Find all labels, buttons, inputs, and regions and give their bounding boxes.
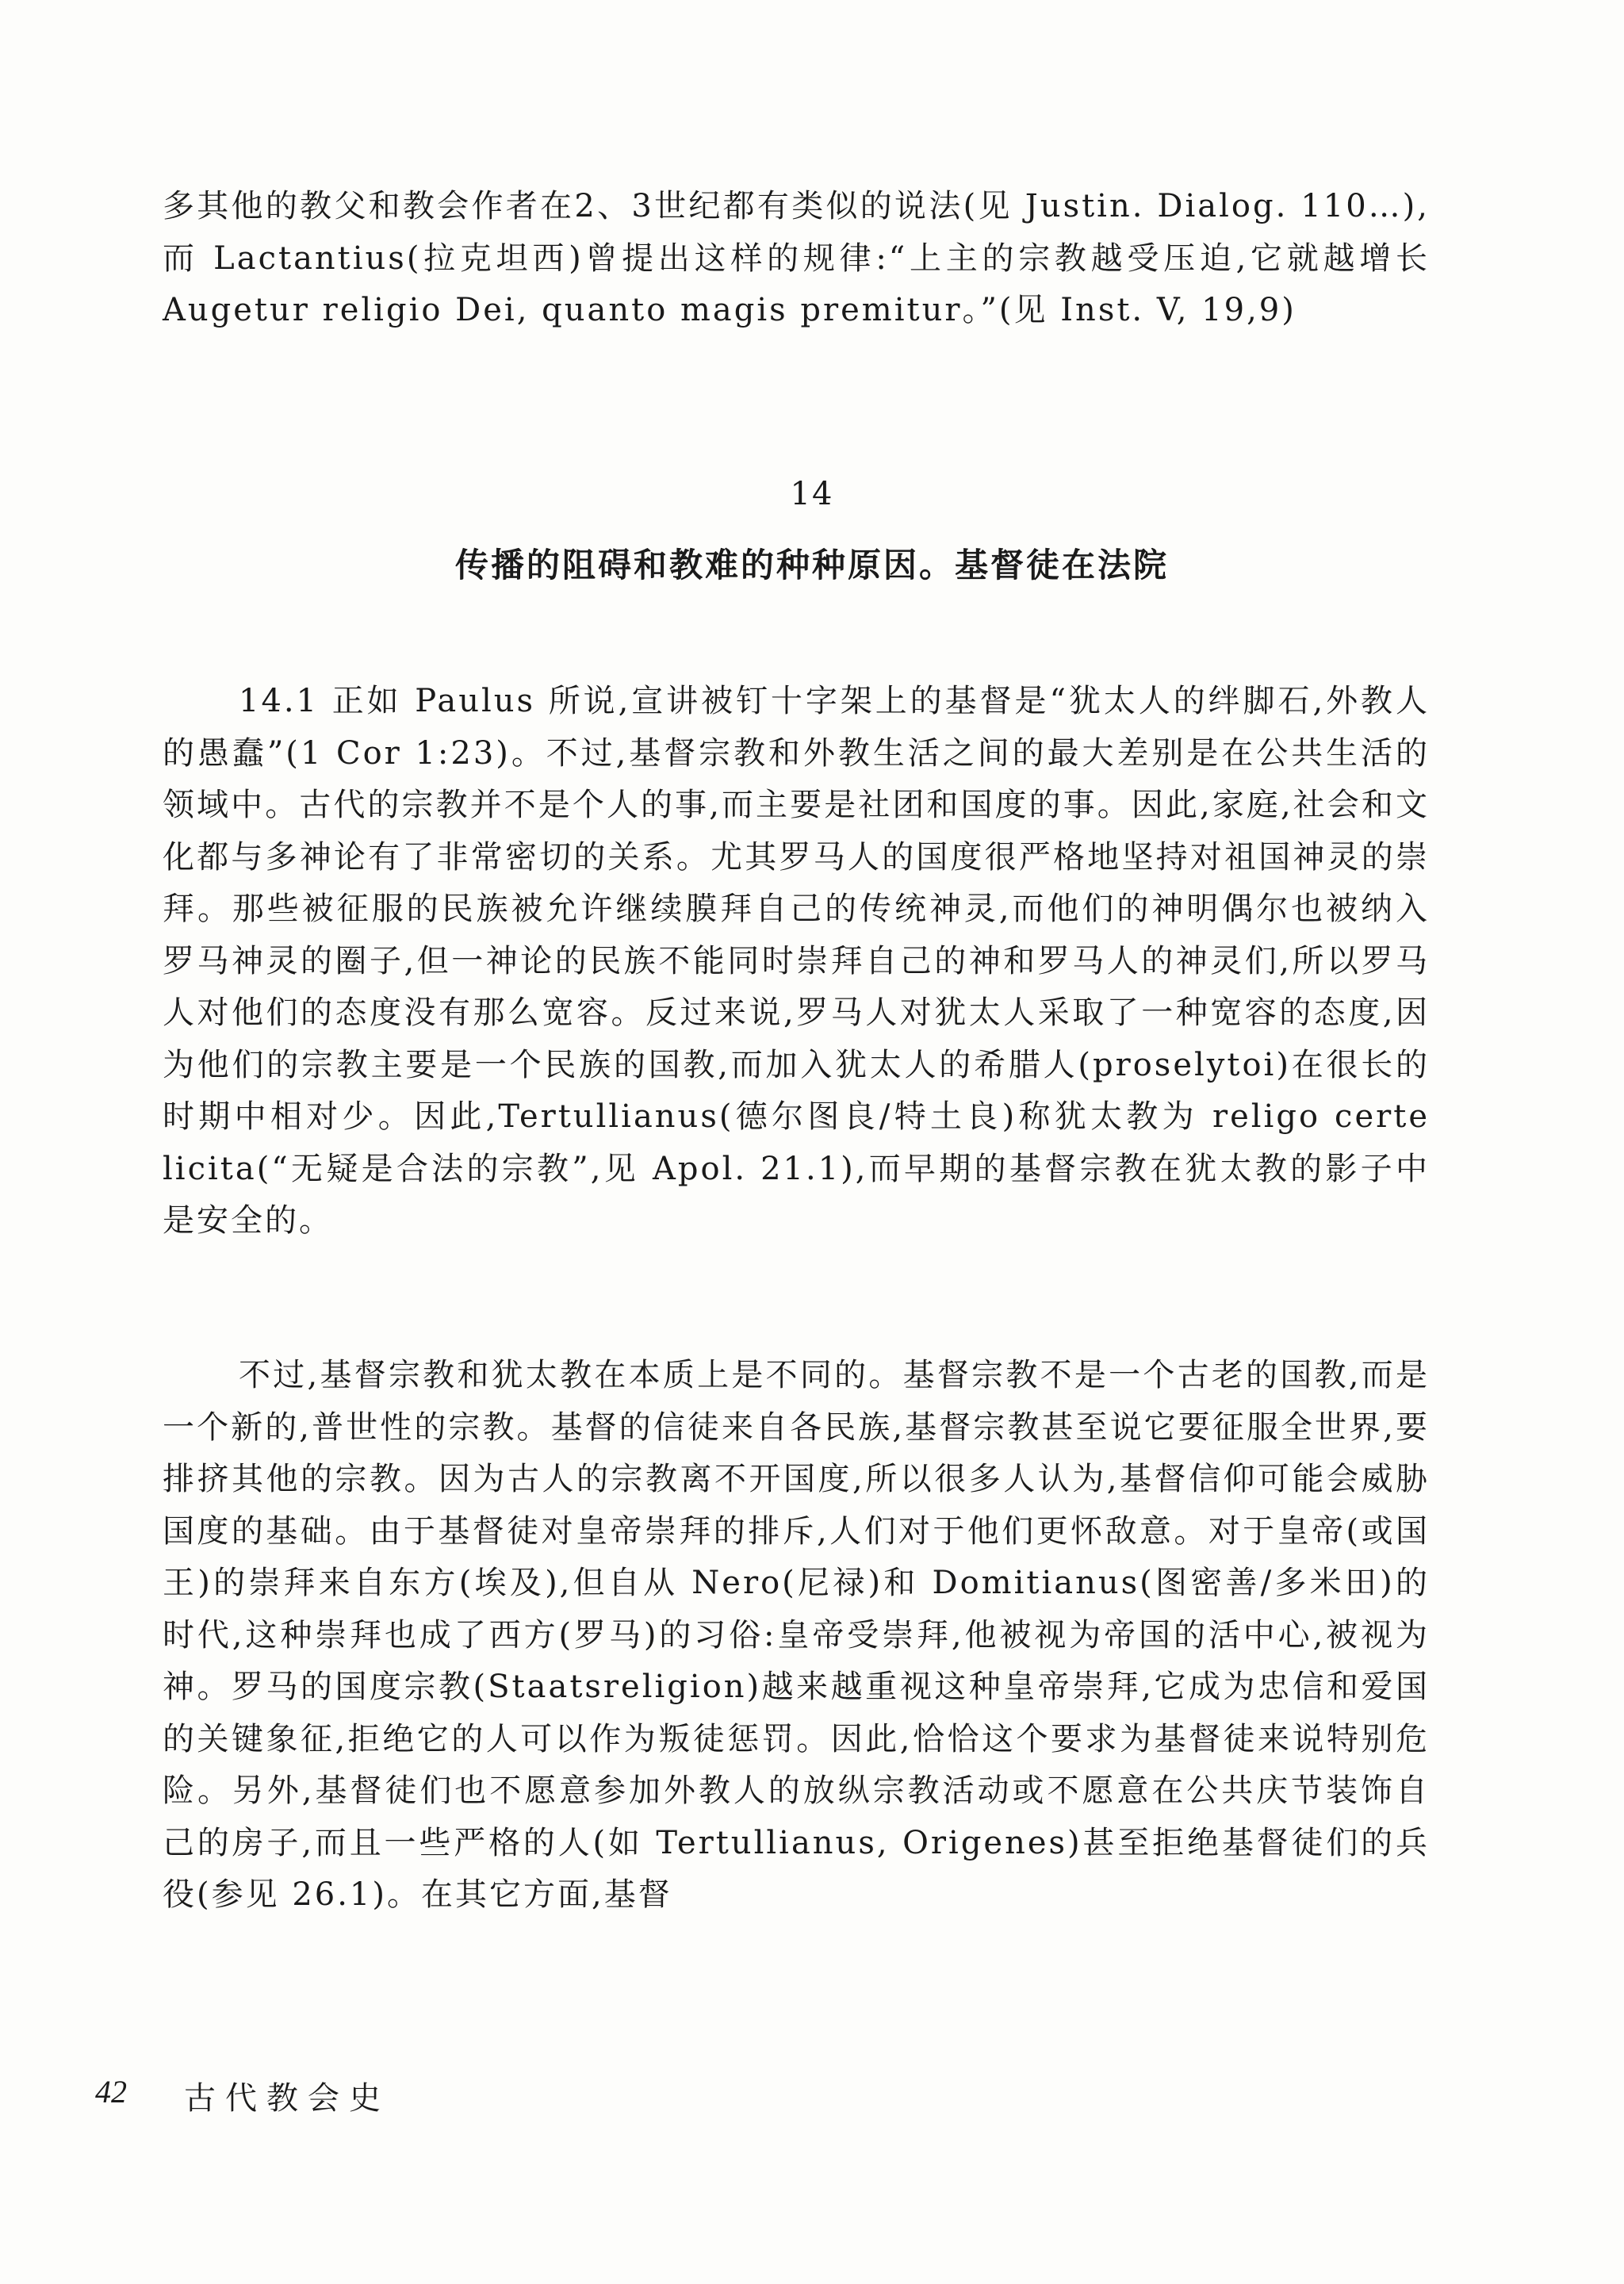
section-title: 传播的阻碍和教难的种种原因。基督徒在法院 xyxy=(454,546,1169,584)
section-number: 14 xyxy=(790,476,834,512)
body-paragraph-2: 不过,基督宗教和犹太教在本质上是不同的。基督宗教不是一个古老的国教,而是一个新的,普世性的宗教。基督的信徒来自各民族,基督宗教甚至说它要征服全世界,要排挤其他的宗教。因为古人的宗教离不开国度,所以很多人认为,基督信仰可能会威胁国度的基础。由于基督徒对皇帝崇拜的排斥,人们对于他们更怀敌意。对于皇帝(或国王)的崇拜来自东方(埃及),但自从 Nero(尼禄)和 Domitianus(图密善/多米田)的时代,这种崇拜也成了西方(罗马)的习俗:皇帝受崇拜,他被视为帝国的活中心,被视为神。罗马的国度宗教(Staatsreligion)越来越重视这种皇帝崇拜,它成为忠信和爱国的关键象征,拒绝它的人可以作为叛徒惩罚。因此,恰恰这个要求为基督徒来说特别危险。另外,基督徒们也不愿意参加外教人的放纵宗教活动或不愿意在公共庆节装饰自己的房子,而且一些严格的人(如 Tertullianus, Origenes)甚至拒绝基督徒们的兵役(参见 26.1)。在其它方面,基督 xyxy=(163,1357,1430,1913)
page-number: 42 xyxy=(95,2074,127,2110)
running-footer-title: 古代教会史 xyxy=(184,2080,390,2117)
body-paragraph-1: 14.1 正如 Paulus 所说,宣讲被钉十字架上的基督是“犹太人的绊脚石,外教人的愚蠢”(1 Cor 1:23)。不过,基督宗教和外教生活之间的最大差别是在公共生活的领域中。古代的宗教并不是个人的事,而主要是社团和国度的事。因此,家庭,社会和文化都与多神论有了非常密切的关系。尤其罗马人的国度很严格地坚持对祖国神灵的崇拜。那些被征服的民族被允许继续膜拜自己的传统神灵,而他们的神明偶尔也被纳入罗马神灵的圈子,但一神论的民族不能同时崇拜自己的神和罗马人的神灵们,所以罗马人对他们的态度没有那么宽容。反过来说,罗马人对犹太人采取了一种宽容的态度,因为他们的宗教主要是一个民族的国教,而加入犹太人的希腊人(proselytoi)在很长的时期中相对少。因此,Tertullianus(德尔图良/特土良)称犹太教为 religo certe licita(“无疑是合法的宗教”,见 Apol. 21.1),而早期的基督宗教在犹太教的影子中是安全的。 xyxy=(163,683,1430,1239)
top-paragraph: 多其他的教父和教会作者在2、3世纪都有类似的说法(见 Justin. Dialog. 110…),而 Lactantius(拉克坦西)曾提出这样的规律:“上主的宗教越受压迫,它就越增长 Augetur religio Dei, quanto magis premitur。”(见 Inst. V, 19,9) xyxy=(163,188,1430,328)
